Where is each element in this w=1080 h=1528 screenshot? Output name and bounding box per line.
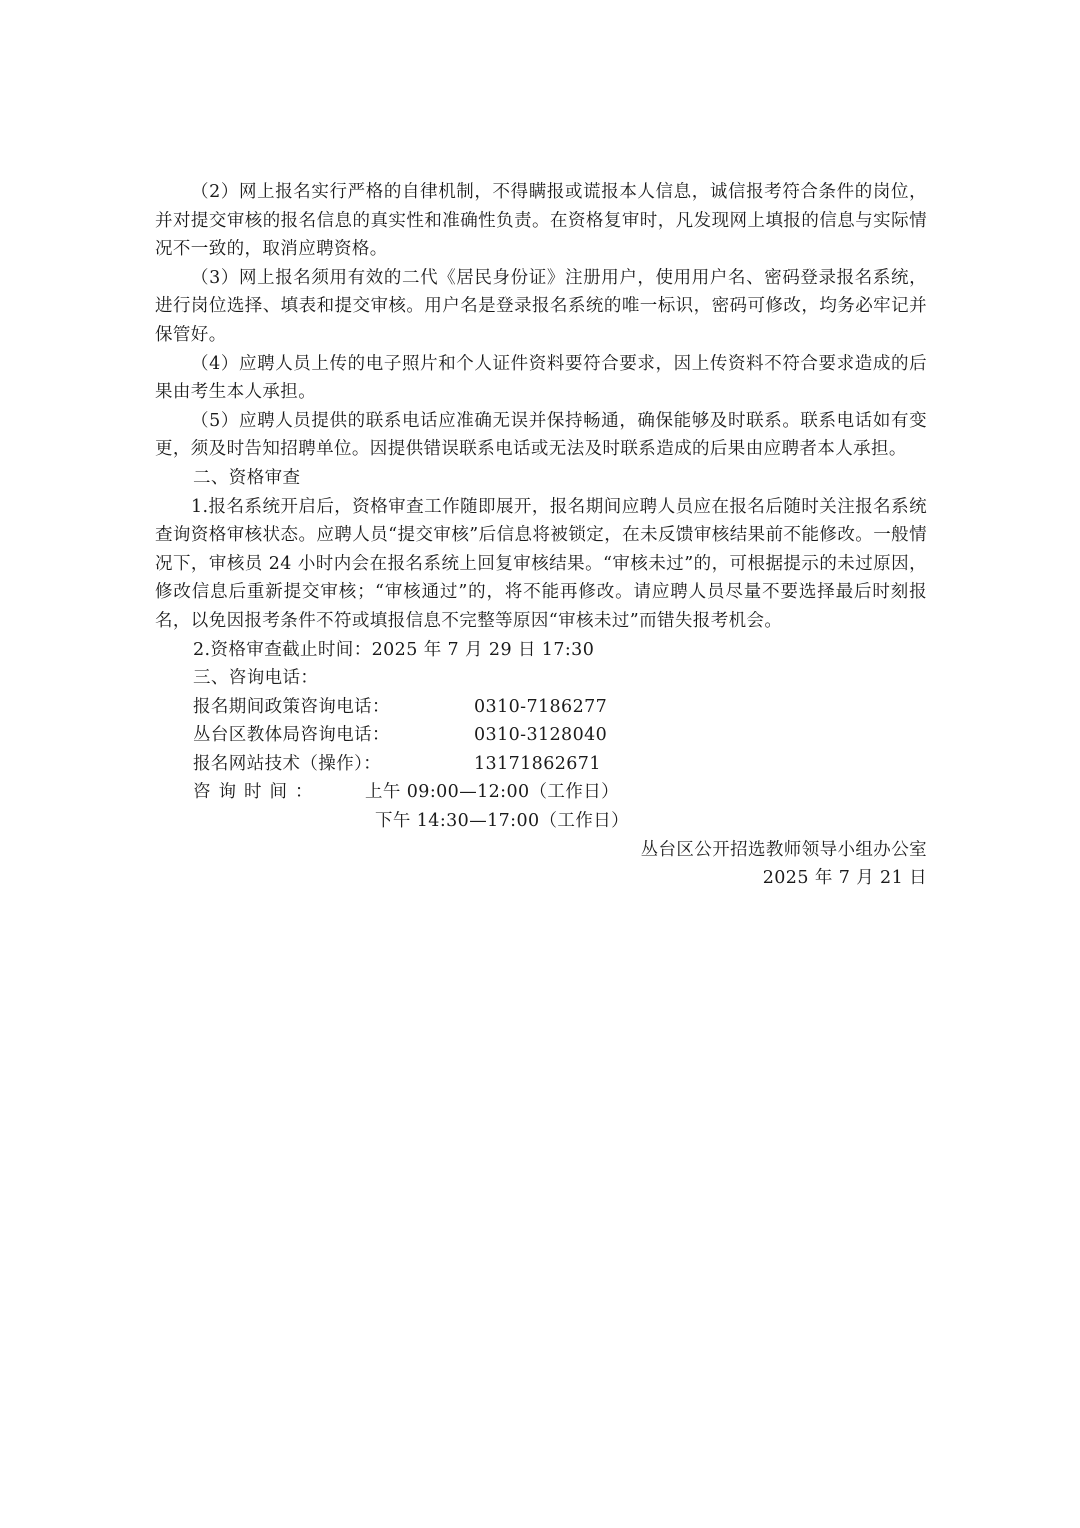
signature-org: 丛台区公开招选教师领导小组办公室 <box>640 839 927 860</box>
paragraph-item-4: （4）应聘人员上传的电子照片和个人证件资料要符合要求，因上传资料不符合要求造成的后果由考生本人承担。 <box>155 353 927 403</box>
contact-label: 报名网站技术（操作）： <box>193 753 382 774</box>
contact-row-policy <box>155 693 927 722</box>
section-heading-qualification-review: 二、资格审查 <box>193 467 301 488</box>
paragraph-item-3: （3）网上报名须用有效的二代《居民身份证》注册用户，使用用户名、密码登录报名系统，进行岗位选择、填表和提交审核。用户名是登录报名系统的唯一标识，密码可修改，均务必牢记并保管好。 <box>155 267 927 345</box>
consult-hours-label: 咨询时间： <box>193 782 321 803</box>
section-heading-contact-phone: 三、咨询电话： <box>193 668 319 689</box>
paragraph-item-2: （2）网上报名实行严格的自律机制，不得瞒报或谎报本人信息，诚信报考符合条件的岗位，并对提交审核的报名信息的真实性和准确性负责。在资格复审时，凡发现网上填报的信息与实际情况不一致的，取消应聘资格。 <box>155 182 927 260</box>
contact-label: 丛台区教体局咨询电话： <box>193 725 390 746</box>
contact-row-website-tech <box>155 750 927 779</box>
contact-row-education-bureau <box>155 721 927 750</box>
signature-date: 2025 年 7 月 21 日 <box>762 868 927 889</box>
contact-number: 0310-3128040 <box>474 725 608 746</box>
document-body <box>155 178 927 893</box>
contact-label: 报名期间政策咨询电话： <box>193 696 390 717</box>
paragraph-review-deadline: 2.资格审查截止时间：2025 年 7 月 29 日 17:30 <box>193 639 595 660</box>
contact-number: 0310-7186277 <box>474 696 608 717</box>
consult-hours-afternoon: 下午 14:30—17:00（工作日） <box>375 811 630 832</box>
consult-hours-morning: 上午 09:00—12:00（工作日） <box>365 782 620 803</box>
paragraph-review-process: 1.报名系统开启后，资格审查工作随即展开，报名期间应聘人员应在报名后随时关注报名系统查询资格审核状态。应聘人员“提交审核”后信息将被锁定，在未反馈审核结果前不能修改。一般情况下，审核员 24 小时内会在报名系统上回复审核结果。“审核未过”的，可根据提示的未过原因，修改信息后重新提交审核；“审核通过”的，将不能再修改。请应聘人员尽量不要选择最后时刻报名，以免因报考条件不符或填报信息不完整等原因“审核未过”而错失报考机会。 <box>155 496 927 631</box>
contact-number: 13171862671 <box>474 753 601 774</box>
paragraph-item-5: （5）应聘人员提供的联系电话应准确无误并保持畅通，确保能够及时联系。联系电话如有变更，须及时告知招聘单位。因提供错误联系电话或无法及时联系造成的后果由应聘者本人承担。 <box>155 410 927 460</box>
consult-hours-row <box>155 778 927 807</box>
